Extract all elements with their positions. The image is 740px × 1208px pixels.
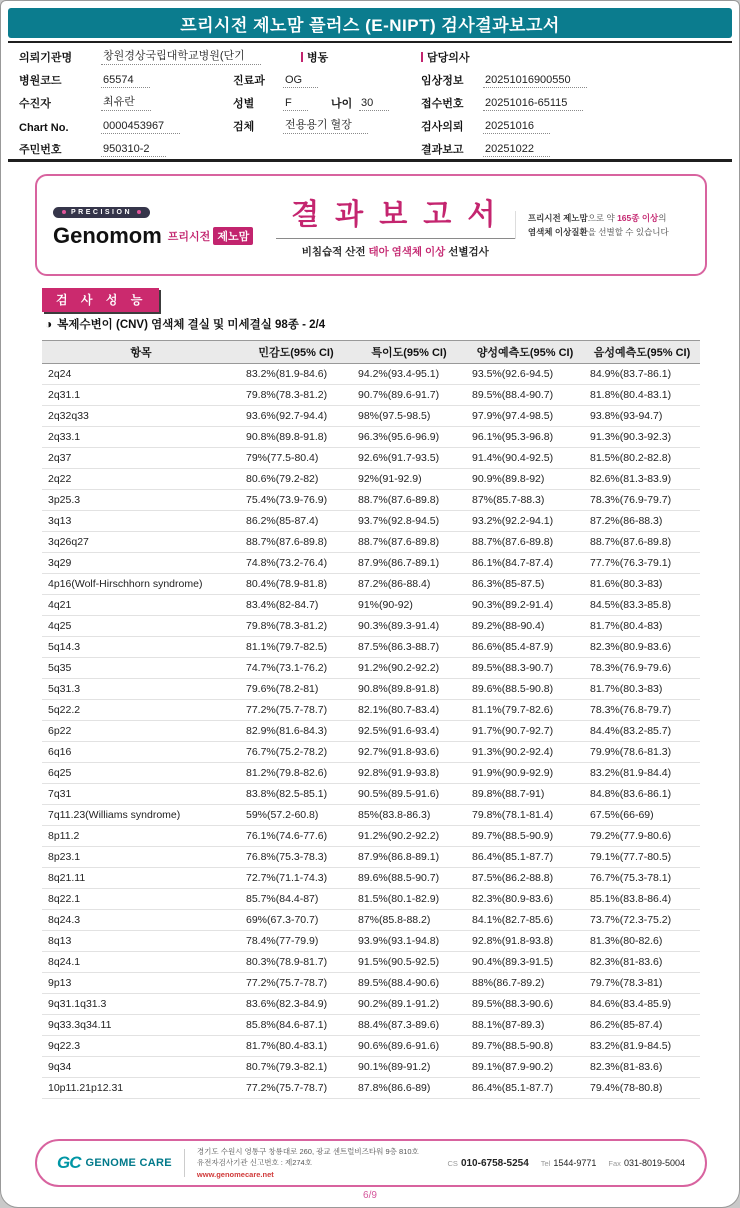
cell-npv: 76.7%(75.3-78.1) <box>584 868 700 889</box>
cell-sensitivity: 79.6%(78.2-81) <box>240 679 352 700</box>
report-title-bar <box>8 8 732 38</box>
cell-item: 5q31.3 <box>42 679 240 700</box>
cell-specificity: 88.7%(87.6-89.8) <box>352 532 466 553</box>
cell-item: 9q22.3 <box>42 1036 240 1057</box>
cell-specificity: 98%(97.5-98.5) <box>352 406 466 427</box>
cell-ppv: 88.7%(87.6-89.8) <box>466 532 584 553</box>
cell-item: 9p13 <box>42 973 240 994</box>
table-row <box>42 826 700 847</box>
cell-sensitivity: 69%(67.3-70.7) <box>240 910 352 931</box>
divider-top <box>8 41 732 43</box>
cell-npv: 82.3%(81-83.6) <box>584 952 700 973</box>
divider-bottom <box>8 159 732 162</box>
cell-npv: 84.6%(83.4-85.9) <box>584 994 700 1015</box>
brand-korean-2: 제노맘 <box>213 227 253 245</box>
cell-ppv: 93.2%(92.2-94.1) <box>466 511 584 532</box>
cell-npv: 81.5%(80.2-82.8) <box>584 448 700 469</box>
table-row <box>42 805 700 826</box>
cell-specificity: 87.2%(86-88.4) <box>352 574 466 595</box>
cell-specificity: 90.7%(89.6-91.7) <box>352 385 466 406</box>
cell-npv: 82.3%(80.9-83.6) <box>584 637 700 658</box>
section-title-test-performance: 검 사 성 능 <box>42 288 159 312</box>
cell-item: 3q29 <box>42 553 240 574</box>
section-subtitle: ◑ 복제수변이 (CNV) 염색체 결실 및 미세결실 98종 - 2/4 <box>45 317 326 331</box>
banner-subtitle: 비침습적 산전 태아 염색체 이상 선별검사 <box>301 245 489 258</box>
cell-ppv: 86.3%(85-87.5) <box>466 574 584 595</box>
cell-sensitivity: 81.1%(79.7-82.5) <box>240 637 352 658</box>
table-row <box>42 490 700 511</box>
cell-specificity: 94.2%(93.4-95.1) <box>352 364 466 385</box>
cell-npv: 67.5%(66-69) <box>584 805 700 826</box>
cell-specificity: 87.8%(86.6-89) <box>352 1078 466 1099</box>
col-header-ppv: 양성예측도(95% CI) <box>466 341 584 364</box>
cell-specificity: 81.5%(80.1-82.9) <box>352 889 466 910</box>
cell-ppv: 90.3%(89.2-91.4) <box>466 595 584 616</box>
cell-item: 9q33.3q34.11 <box>42 1015 240 1036</box>
cell-specificity: 92.6%(91.7-93.5) <box>352 448 466 469</box>
table-row <box>42 1078 700 1099</box>
cell-sensitivity: 77.2%(75.7-78.7) <box>240 973 352 994</box>
cell-ppv: 92.8%(91.8-93.8) <box>466 931 584 952</box>
cell-specificity: 89.5%(88.4-90.6) <box>352 973 466 994</box>
badge-dot-icon <box>137 210 141 214</box>
cell-specificity: 90.1%(89-91.2) <box>352 1057 466 1078</box>
cell-npv: 81.8%(80.4-83.1) <box>584 385 700 406</box>
table-row <box>42 1036 700 1057</box>
cell-item: 8p11.2 <box>42 826 240 847</box>
cell-sensitivity: 90.8%(89.8-91.8) <box>240 427 352 448</box>
contact-value: 031-8019-5004 <box>623 1157 685 1168</box>
genomecare-logo <box>57 1153 172 1173</box>
cell-ppv: 97.9%(97.4-98.5) <box>466 406 584 427</box>
cell-npv: 84.8%(83.6-86.1) <box>584 784 700 805</box>
cell-item: 3q13 <box>42 511 240 532</box>
cell-specificity: 90.3%(89.3-91.4) <box>352 616 466 637</box>
cell-npv: 84.9%(83.7-86.1) <box>584 364 700 385</box>
contact-label: CS <box>447 1158 458 1168</box>
banner-title-block <box>276 192 515 259</box>
cell-specificity: 91.2%(90.2-92.2) <box>352 826 466 847</box>
cell-sensitivity: 88.7%(87.6-89.8) <box>240 532 352 553</box>
field-accent-bar <box>301 52 303 62</box>
cell-npv: 82.6%(81.3-83.9) <box>584 469 700 490</box>
cell-npv: 79.4%(78-80.8) <box>584 1078 700 1099</box>
cell-ppv: 96.1%(95.3-96.8) <box>466 427 584 448</box>
page-number: 6/9 <box>363 1190 377 1201</box>
cell-ppv: 86.6%(85.4-87.9) <box>466 637 584 658</box>
contact-value: 1544-9771 <box>553 1157 597 1168</box>
cell-specificity: 88.4%(87.3-89.6) <box>352 1015 466 1036</box>
cell-ppv: 90.9%(89.8-92) <box>466 469 584 490</box>
cell-specificity: 87%(85.8-88.2) <box>352 910 466 931</box>
cell-sensitivity: 78.4%(77-79.9) <box>240 931 352 952</box>
cell-ppv: 86.4%(85.1-87.7) <box>466 847 584 868</box>
cell-specificity: 91.2%(90.2-92.2) <box>352 658 466 679</box>
cell-ppv: 84.1%(82.7-85.6) <box>466 910 584 931</box>
cell-npv: 78.3%(76.9-79.6) <box>584 658 700 679</box>
cell-ppv: 88.1%(87-89.3) <box>466 1015 584 1036</box>
cell-npv: 84.4%(83.2-85.7) <box>584 721 700 742</box>
precision-badge: PRECISION <box>53 207 150 218</box>
cell-sensitivity: 74.8%(73.2-76.4) <box>240 553 352 574</box>
cell-sensitivity: 83.8%(82.5-85.1) <box>240 784 352 805</box>
table-row <box>42 511 700 532</box>
cell-ppv: 91.9%(90.9-92.9) <box>466 763 584 784</box>
cell-item: 5q22.2 <box>42 700 240 721</box>
cell-specificity: 90.6%(89.6-91.6) <box>352 1036 466 1057</box>
cell-specificity: 89.6%(88.5-90.7) <box>352 868 466 889</box>
cell-sensitivity: 72.7%(71.1-74.3) <box>240 868 352 889</box>
cell-specificity: 90.8%(89.8-91.8) <box>352 679 466 700</box>
field-receipt-number: 접수번호 20251016-65115 <box>421 94 583 111</box>
cell-npv: 88.7%(87.6-89.8) <box>584 532 700 553</box>
cell-npv: 81.3%(80-82.6) <box>584 931 700 952</box>
cell-npv: 82.3%(81-83.6) <box>584 1057 700 1078</box>
cell-sensitivity: 83.6%(82.3-84.9) <box>240 994 352 1015</box>
contact-item <box>448 1158 529 1169</box>
table-row <box>42 385 700 406</box>
performance-table <box>42 340 700 1099</box>
cell-item: 5q14.3 <box>42 637 240 658</box>
cell-npv: 79.1%(77.7-80.5) <box>584 847 700 868</box>
brand-name: Genomom <box>53 223 162 248</box>
cell-sensitivity: 80.3%(78.9-81.7) <box>240 952 352 973</box>
field-resident-number: 주민번호 950310-2 <box>19 140 166 157</box>
table-row <box>42 721 700 742</box>
cell-item: 2q33.1 <box>42 427 240 448</box>
report-title: 프리시전 제노맘 플러스 (E-NIPT) 검사결과보고서 <box>180 15 560 35</box>
field-hospital-name: 의뢰기관명 창원경상국립대학교병원(단기 <box>19 48 261 65</box>
cell-sensitivity: 74.7%(73.1-76.2) <box>240 658 352 679</box>
cell-npv: 81.6%(80.3-83) <box>584 574 700 595</box>
col-header-sensitivity: 민감도(95% CI) <box>240 341 352 364</box>
table-row <box>42 742 700 763</box>
table-row <box>42 637 700 658</box>
col-header-npv: 음성예측도(95% CI) <box>584 341 700 364</box>
field-clinical-info: 임상정보 20251016900550 <box>421 71 587 88</box>
cell-sensitivity: 81.2%(79.8-82.6) <box>240 763 352 784</box>
cell-item: 6p22 <box>42 721 240 742</box>
contact-item <box>541 1158 597 1168</box>
cell-npv: 77.7%(76.3-79.1) <box>584 553 700 574</box>
cell-npv: 83.2%(81.9-84.5) <box>584 1036 700 1057</box>
cell-ppv: 91.7%(90.7-92.7) <box>466 721 584 742</box>
result-banner <box>35 174 707 276</box>
cell-npv: 73.7%(72.3-75.2) <box>584 910 700 931</box>
cell-specificity: 92.5%(91.6-93.4) <box>352 721 466 742</box>
cell-ppv: 89.2%(88-90.4) <box>466 616 584 637</box>
cell-specificity: 91.5%(90.5-92.5) <box>352 952 466 973</box>
cell-ppv: 87.5%(86.2-88.8) <box>466 868 584 889</box>
cell-sensitivity: 83.4%(82-84.7) <box>240 595 352 616</box>
cell-item: 8p23.1 <box>42 847 240 868</box>
cell-item: 8q24.3 <box>42 910 240 931</box>
cell-item: 2q37 <box>42 448 240 469</box>
field-department: 진료과 OG <box>233 71 318 88</box>
cell-item: 8q21.11 <box>42 868 240 889</box>
table-row <box>42 574 700 595</box>
cell-sensitivity: 85.8%(84.6-87.1) <box>240 1015 352 1036</box>
cell-ppv: 91.4%(90.4-92.5) <box>466 448 584 469</box>
cell-specificity: 93.7%(92.8-94.5) <box>352 511 466 532</box>
footer <box>35 1139 707 1187</box>
cell-ppv: 81.1%(79.7-82.6) <box>466 700 584 721</box>
cell-sensitivity: 81.7%(80.4-83.1) <box>240 1036 352 1057</box>
brand-korean-1: 프리시전 <box>167 231 211 243</box>
cell-item: 8q24.1 <box>42 952 240 973</box>
cell-sensitivity: 77.2%(75.7-78.7) <box>240 700 352 721</box>
cell-npv: 79.9%(78.6-81.3) <box>584 742 700 763</box>
field-doctor: 담당의사 <box>421 48 489 65</box>
field-patient-name: 수진자 최유란 <box>19 94 151 111</box>
cell-specificity: 87.9%(86.8-89.1) <box>352 847 466 868</box>
footer-divider <box>184 1149 185 1177</box>
contact-value: 010-6758-5254 <box>460 1157 529 1169</box>
cell-specificity: 90.5%(89.5-91.6) <box>352 784 466 805</box>
cell-specificity: 96.3%(95.6-96.9) <box>352 427 466 448</box>
cell-sensitivity: 77.2%(75.7-78.7) <box>240 1078 352 1099</box>
banner-promo-text: 프리시전 제노맘으로 약 165종 이상의 염색체 이상질환을 선별할 수 있습니다 <box>515 211 689 240</box>
table-row <box>42 1015 700 1036</box>
cell-sensitivity: 76.1%(74.6-77.6) <box>240 826 352 847</box>
cell-sensitivity: 82.9%(81.6-84.3) <box>240 721 352 742</box>
table-row <box>42 448 700 469</box>
cell-ppv: 89.1%(87.9-90.2) <box>466 1057 584 1078</box>
cell-specificity: 85%(83.8-86.3) <box>352 805 466 826</box>
field-accent-bar <box>421 52 423 62</box>
cell-ppv: 90.4%(89.3-91.5) <box>466 952 584 973</box>
cell-specificity: 88.7%(87.6-89.8) <box>352 490 466 511</box>
badge-dot-icon <box>62 210 66 214</box>
table-row <box>42 994 700 1015</box>
col-header-item: 항목 <box>42 341 240 364</box>
table-row <box>42 1057 700 1078</box>
cell-sensitivity: 93.6%(92.7-94.4) <box>240 406 352 427</box>
cell-ppv: 89.5%(88.3-90.6) <box>466 994 584 1015</box>
table-row <box>42 532 700 553</box>
cell-item: 10p11.21p12.31 <box>42 1078 240 1099</box>
cell-sensitivity: 83.2%(81.9-84.6) <box>240 364 352 385</box>
cell-sensitivity: 79.8%(78.3-81.2) <box>240 616 352 637</box>
cell-specificity: 87.5%(86.3-88.7) <box>352 637 466 658</box>
cell-sensitivity: 86.2%(85-87.4) <box>240 511 352 532</box>
cell-npv: 87.2%(86-88.3) <box>584 511 700 532</box>
cell-item: 3q26q27 <box>42 532 240 553</box>
table-row <box>42 364 700 385</box>
table-header-row <box>42 341 700 364</box>
cell-ppv: 91.3%(90.2-92.4) <box>466 742 584 763</box>
cell-item: 9q31.1q31.3 <box>42 994 240 1015</box>
cell-sensitivity: 80.7%(79.3-82.1) <box>240 1057 352 1078</box>
contact-label: Fax <box>608 1158 621 1168</box>
genomecare-text: GENOME CARE <box>85 1157 172 1169</box>
cell-ppv: 86.4%(85.1-87.7) <box>466 1078 584 1099</box>
table-row <box>42 658 700 679</box>
cell-item: 2q32q33 <box>42 406 240 427</box>
table-row <box>42 847 700 868</box>
performance-table-wrap <box>42 340 700 1099</box>
contact-label: Tel <box>540 1158 551 1168</box>
cell-npv: 84.5%(83.3-85.8) <box>584 595 700 616</box>
cell-ppv: 89.7%(88.5-90.8) <box>466 1036 584 1057</box>
table-row <box>42 973 700 994</box>
cell-sensitivity: 79.8%(78.3-81.2) <box>240 385 352 406</box>
table-row <box>42 784 700 805</box>
cell-sensitivity: 59%(57.2-60.8) <box>240 805 352 826</box>
banner-title: 결 과 보 고 서 <box>276 192 515 239</box>
genomom-brand-logo <box>53 201 276 249</box>
cell-ppv: 89.7%(88.5-90.9) <box>466 826 584 847</box>
cell-specificity: 92.7%(91.8-93.6) <box>352 742 466 763</box>
cell-item: 4q25 <box>42 616 240 637</box>
cell-npv: 83.2%(81.9-84.4) <box>584 763 700 784</box>
cell-item: 2q31.1 <box>42 385 240 406</box>
table-row <box>42 868 700 889</box>
cell-item: 4p16(Wolf-Hirschhorn syndrome) <box>42 574 240 595</box>
half-circle-icon: ◑ <box>45 317 53 331</box>
cell-ppv: 82.3%(80.9-83.6) <box>466 889 584 910</box>
field-hospital-code: 병원코드 65574 <box>19 71 150 88</box>
cell-npv: 93.8%(93-94.7) <box>584 406 700 427</box>
cell-npv: 78.3%(76.8-79.7) <box>584 700 700 721</box>
cell-sensitivity: 79%(77.5-80.4) <box>240 448 352 469</box>
field-ward: 병동 <box>301 48 334 65</box>
cell-specificity: 90.2%(89.1-91.2) <box>352 994 466 1015</box>
cell-item: 3p25.3 <box>42 490 240 511</box>
cell-item: 9q34 <box>42 1057 240 1078</box>
cell-item: 2q22 <box>42 469 240 490</box>
genomecare-icon: GC <box>57 1153 81 1172</box>
cell-ppv: 88%(86.7-89.2) <box>466 973 584 994</box>
cell-npv: 81.7%(80.3-83) <box>584 679 700 700</box>
field-test-request-date: 검사의뢰 20251016 <box>421 117 550 134</box>
table-row <box>42 889 700 910</box>
cell-sensitivity: 76.7%(75.2-78.2) <box>240 742 352 763</box>
footer-address <box>197 1146 419 1180</box>
footer-contacts <box>448 1158 685 1169</box>
cell-item: 7q31 <box>42 784 240 805</box>
table-row <box>42 763 700 784</box>
field-specimen: 검체 전용용기 혈장 <box>233 117 368 134</box>
cell-specificity: 82.1%(80.7-83.4) <box>352 700 466 721</box>
cell-specificity: 92.8%(91.9-93.8) <box>352 763 466 784</box>
cell-npv: 79.2%(77.9-80.6) <box>584 826 700 847</box>
cell-ppv: 79.8%(78.1-81.4) <box>466 805 584 826</box>
table-row <box>42 679 700 700</box>
address-line-1: 경기도 수원시 영통구 창룡대로 260, 광교 센트럴비즈타워 9층 810호 <box>196 1147 419 1157</box>
cell-item: 4q21 <box>42 595 240 616</box>
table-row <box>42 469 700 490</box>
field-result-report-date: 결과보고 20251022 <box>421 140 550 157</box>
cell-item: 8q22.1 <box>42 889 240 910</box>
cell-item: 6q25 <box>42 763 240 784</box>
field-sex: 성별 F <box>233 94 308 111</box>
table-row <box>42 910 700 931</box>
cell-ppv: 89.6%(88.5-90.8) <box>466 679 584 700</box>
cell-sensitivity: 80.4%(78.9-81.8) <box>240 574 352 595</box>
cell-npv: 85.1%(83.8-86.4) <box>584 889 700 910</box>
table-row <box>42 553 700 574</box>
cell-item: 8q13 <box>42 931 240 952</box>
cell-ppv: 87%(85.7-88.3) <box>466 490 584 511</box>
col-header-specificity: 특이도(95% CI) <box>352 341 466 364</box>
cell-item: 7q11.23(Williams syndrome) <box>42 805 240 826</box>
field-age: 나이 30 <box>331 94 389 111</box>
table-row <box>42 427 700 448</box>
table-row <box>42 931 700 952</box>
table-row <box>42 406 700 427</box>
cell-sensitivity: 76.8%(75.3-78.3) <box>240 847 352 868</box>
cell-specificity: 87.9%(86.7-89.1) <box>352 553 466 574</box>
cell-npv: 86.2%(85-87.4) <box>584 1015 700 1036</box>
cell-npv: 81.7%(80.4-83) <box>584 616 700 637</box>
cell-specificity: 92%(91-92.9) <box>352 469 466 490</box>
field-chart-number: Chart No. 0000453967 <box>19 117 180 134</box>
cell-item: 2q24 <box>42 364 240 385</box>
table-row <box>42 700 700 721</box>
cell-sensitivity: 80.6%(79.2-82) <box>240 469 352 490</box>
cell-item: 5q35 <box>42 658 240 679</box>
cell-sensitivity: 75.4%(73.9-76.9) <box>240 490 352 511</box>
contact-item <box>608 1158 685 1168</box>
table-row <box>42 952 700 973</box>
cell-npv: 91.3%(90.3-92.3) <box>584 427 700 448</box>
cell-specificity: 91%(90-92) <box>352 595 466 616</box>
patient-info-section <box>1 45 739 159</box>
cell-npv: 78.3%(76.9-79.7) <box>584 490 700 511</box>
cell-specificity: 93.9%(93.1-94.8) <box>352 931 466 952</box>
cell-sensitivity: 85.7%(84.4-87) <box>240 889 352 910</box>
cell-ppv: 89.5%(88.3-90.7) <box>466 658 584 679</box>
cell-npv: 79.7%(78.3-81) <box>584 973 700 994</box>
website-link: www.genomecare.net <box>196 1169 274 1179</box>
table-row <box>42 616 700 637</box>
cell-ppv: 89.5%(88.4-90.7) <box>466 385 584 406</box>
cell-item: 6q16 <box>42 742 240 763</box>
table-row <box>42 595 700 616</box>
cell-ppv: 86.1%(84.7-87.4) <box>466 553 584 574</box>
address-line-2: 유전자검사기관 신고번호 : 제274호 <box>196 1158 312 1168</box>
cell-ppv: 93.5%(92.6-94.5) <box>466 364 584 385</box>
cell-ppv: 89.8%(88.7-91) <box>466 784 584 805</box>
